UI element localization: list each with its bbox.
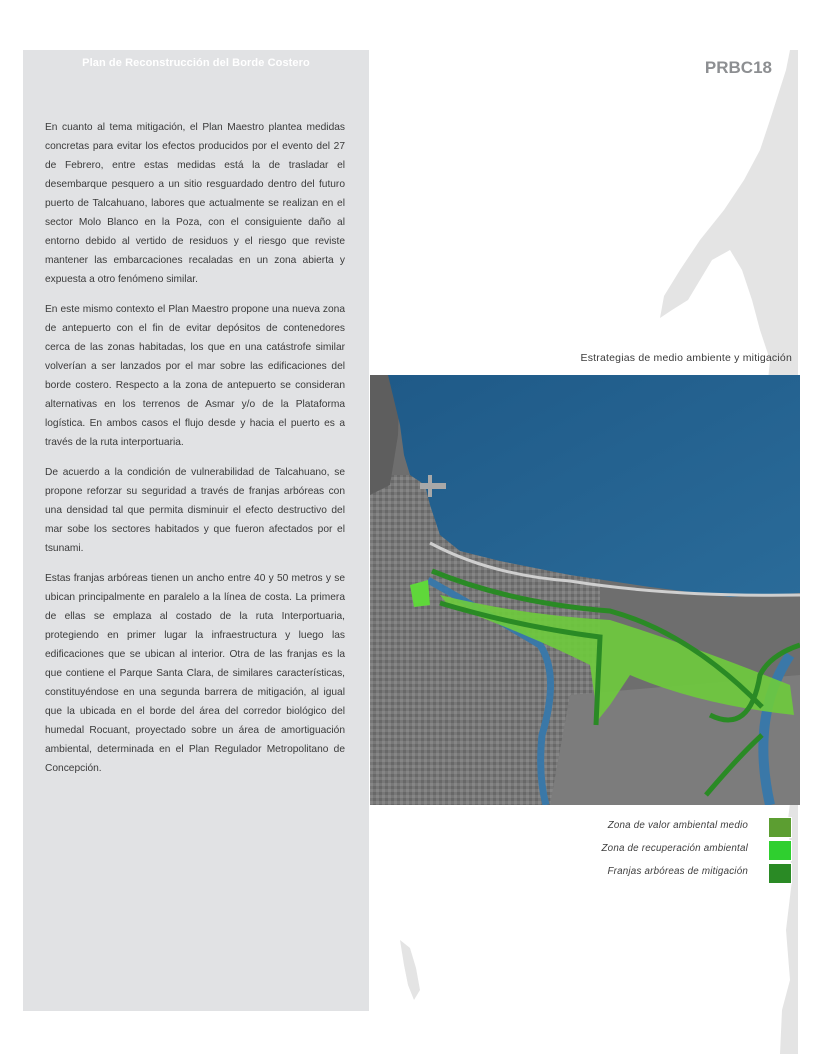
legend-swatch	[768, 817, 792, 838]
document-code: PRBC18	[704, 58, 772, 77]
legend-item	[540, 839, 796, 862]
legend-label: Zona de recuperación ambiental	[601, 843, 748, 854]
map-caption: Estrategias de medio ambiente y mitigación	[580, 352, 792, 364]
body-text	[45, 118, 345, 789]
paragraph: En cuanto al tema mitigación, el Plan Maestro plantea medidas concretas para evitar los efectos producidos por el evento del 27 de Febrero, entre estas medidas está la de trasladar el desembarque pesquero a un sitio resguardado dentro del futuro puerto de Talcahuano, labores que actualmente se realizan en el sector Molo Blanco en la Poza, con el consiguiente daño al entorno debido al vertido de residuos y el riesgo que reviste mantener las embarcaciones recaladas en un zona abierta y expuesta a otro fenómeno similar.	[45, 122, 345, 285]
panel-title: Plan de Reconstrucción del Borde Costero	[82, 57, 310, 69]
paragraph: Estas franjas arbóreas tienen un ancho entre 40 y 50 metros y se ubican principalmente en paralelo a la línea de costa. La primera de ellas se emplaza al costado de la ruta Interportuaria, protegiendo en primer lugar la infraestructura y luego las edificaciones que se ubican al interior. Otra de las franjas es la que contiene el Parque Santa Clara, de similares características, constituyéndose en una segunda barrera de mitigación, al igual que la ubicada en el borde del área del corredor biológico del humedal Rocuant, proyectado sobre un área de amortiguación ambiental, determinada en el Plan Regulador Metropolitano de Concepción.	[45, 573, 345, 774]
map-legend	[540, 816, 796, 885]
legend-swatch	[768, 863, 792, 884]
legend-item	[540, 816, 796, 839]
paragraph: De acuerdo a la condición de vulnerabilidad de Talcahuano, se propone reforzar su seguridad a través de franjas arbóreas con una densidad tal que permita disminuir el efecto destructivo del mar sobe los sectores habitados y que fueron afectados por el tsunami.	[45, 467, 345, 554]
legend-label: Zona de valor ambiental medio	[607, 820, 748, 831]
legend-label: Franjas arbóreas de mitigación	[607, 866, 748, 877]
paragraph: En este mismo contexto el Plan Maestro propone una nueva zona de antepuerto con el fin de evitar depósitos de contenedores cerca de las zonas habitadas, los que en una catástrofe similar volverían a ser lanzados por el mar sobre las edificaciones del borde costero. Respecto a la zona de antepuerto se consideran alternativas en los terrenos de Asmar y/o de la Plataforma logística. En ambos casos el flujo desde y hacia el puerto es a través de la ruta interportuaria.	[45, 304, 345, 448]
legend-item	[540, 862, 796, 885]
text-panel	[23, 50, 369, 1011]
aerial-map	[370, 375, 800, 805]
page-number: 24	[717, 948, 786, 1004]
legend-swatch	[768, 840, 792, 861]
